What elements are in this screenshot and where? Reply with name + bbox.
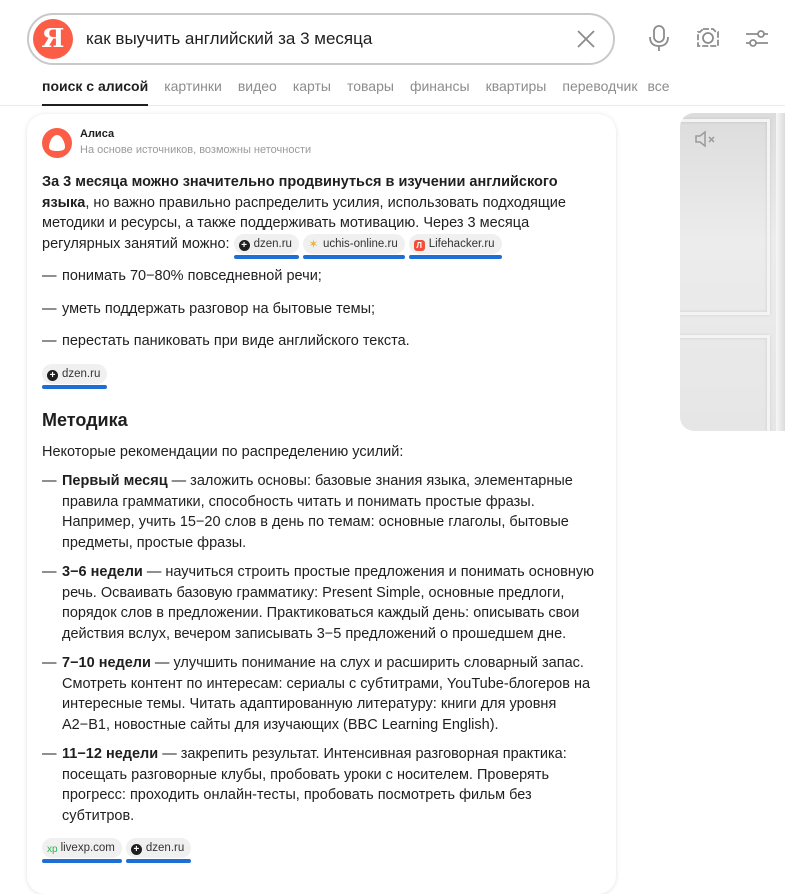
outcome-item: — перестать паниковать при виде английского текста. [42, 333, 410, 349]
source-chip-dzen[interactable]: + dzen.ru [234, 234, 299, 254]
source-chip-dzen[interactable]: + dzen.ru [42, 364, 107, 384]
mute-icon[interactable] [694, 129, 718, 149]
outcome-item: — понимать 70−80% повседневной речи; [42, 268, 322, 284]
livexp-favicon-icon: xp [47, 844, 58, 855]
camera-icon[interactable] [695, 24, 721, 52]
plan-item: — Первый месяц — заложить основы: базовые знания языка, элементарные правила грамматики, способность читать и понимать простые фразы. Например, учить 15−20 слов в день по темам: основные глаголы, бытовые предметы, простые фразы. [42, 473, 573, 551]
plan-item: — 3−6 недели — научиться строить простые предложения и понимать основную речь. Осваивать базовую грамматику: Present Simple, основные предлоги, порядок слов в предложении. Практиковаться каждый день: описывать свои действия вслух, вечером записывать 3−5 предложений о прошедшем дне. [42, 564, 594, 642]
tab-images[interactable]: картинки [164, 78, 222, 94]
dzen-favicon-icon: + [239, 240, 250, 251]
uchis-favicon-icon: ✶ [308, 236, 319, 251]
source-chip-livexp[interactable]: xp livexp.com [42, 838, 122, 858]
tab-maps[interactable]: карты [292, 78, 331, 94]
tab-translator[interactable]: переводчик [562, 78, 638, 94]
alice-logo-icon [42, 128, 72, 158]
intro-bold: За 3 месяца можно значительно продвинуться в изучении английского языка [42, 174, 558, 211]
tab-alice-search[interactable]: поиск с алисой [42, 76, 148, 106]
tab-all[interactable]: все [647, 78, 670, 94]
source-chip-lifehacker[interactable]: Л Lifehacker.ru [409, 234, 502, 254]
side-video[interactable] [680, 113, 785, 431]
search-tabs [42, 76, 670, 106]
microphone-icon[interactable] [646, 24, 672, 52]
tab-apartments[interactable]: квартиры [485, 78, 547, 94]
header [0, 0, 785, 106]
source-chip-uchis-online[interactable]: ✶ uchis-online.ru [303, 234, 405, 254]
wall-panel [680, 335, 770, 431]
answer-content [42, 172, 602, 860]
dzen-favicon-icon: + [131, 844, 142, 855]
source-chip-dzen[interactable]: + dzen.ru [126, 838, 191, 858]
answer-author: Алиса [80, 128, 115, 140]
lifehacker-favicon-icon: Л [414, 240, 425, 251]
dzen-favicon-icon: + [47, 370, 58, 381]
plan-item: — 7−10 недели — улучшить понимание на слух и расширить словарный запас. Смотреть контент по интересам: сериалы с субтитрами, YouTube-блогеров на интересные темы. Читать адаптированную литературу: книги для уровня A2−B1, новостные сайты для изучающих (BBC Learning English). [42, 655, 591, 733]
alice-answer-card [27, 114, 616, 894]
plan-item: — 11−12 недели — закрепить результат. Интенсивная разговорная практика: посещать разговорные клубы, пробовать уроки с носителем. Проверять прогресс: проходить онлайн-тесты, пробовать посмотреть фильм без субтитров. [42, 746, 567, 824]
plan-sources [42, 838, 602, 860]
tab-finance[interactable]: финансы [409, 78, 470, 94]
answer-disclaimer: На основе источников, возможны неточности [80, 144, 312, 156]
yandex-logo[interactable]: Я [33, 19, 73, 59]
tab-video[interactable]: видео [237, 78, 277, 94]
wall-molding [776, 113, 785, 431]
tab-products[interactable]: товары [346, 78, 394, 94]
outcomes-sources [42, 364, 602, 386]
filters-icon[interactable] [744, 24, 770, 52]
clear-icon[interactable] [574, 27, 598, 51]
search-box[interactable] [27, 13, 615, 65]
section-intro: Некоторые рекомендации по распределению усилий: [42, 443, 404, 460]
outcome-item: — уметь поддержать разговор на бытовые темы; [42, 300, 376, 317]
section-title: Методика [42, 409, 128, 430]
search-input[interactable] [86, 15, 556, 63]
intro-text: , но важно правильно распределить усилия, использовать подходящие методики и ресурсы, а также поддерживать мотивацию. Через 3 месяца регулярных занятий можно: [42, 194, 566, 252]
answer-intro [42, 172, 602, 254]
